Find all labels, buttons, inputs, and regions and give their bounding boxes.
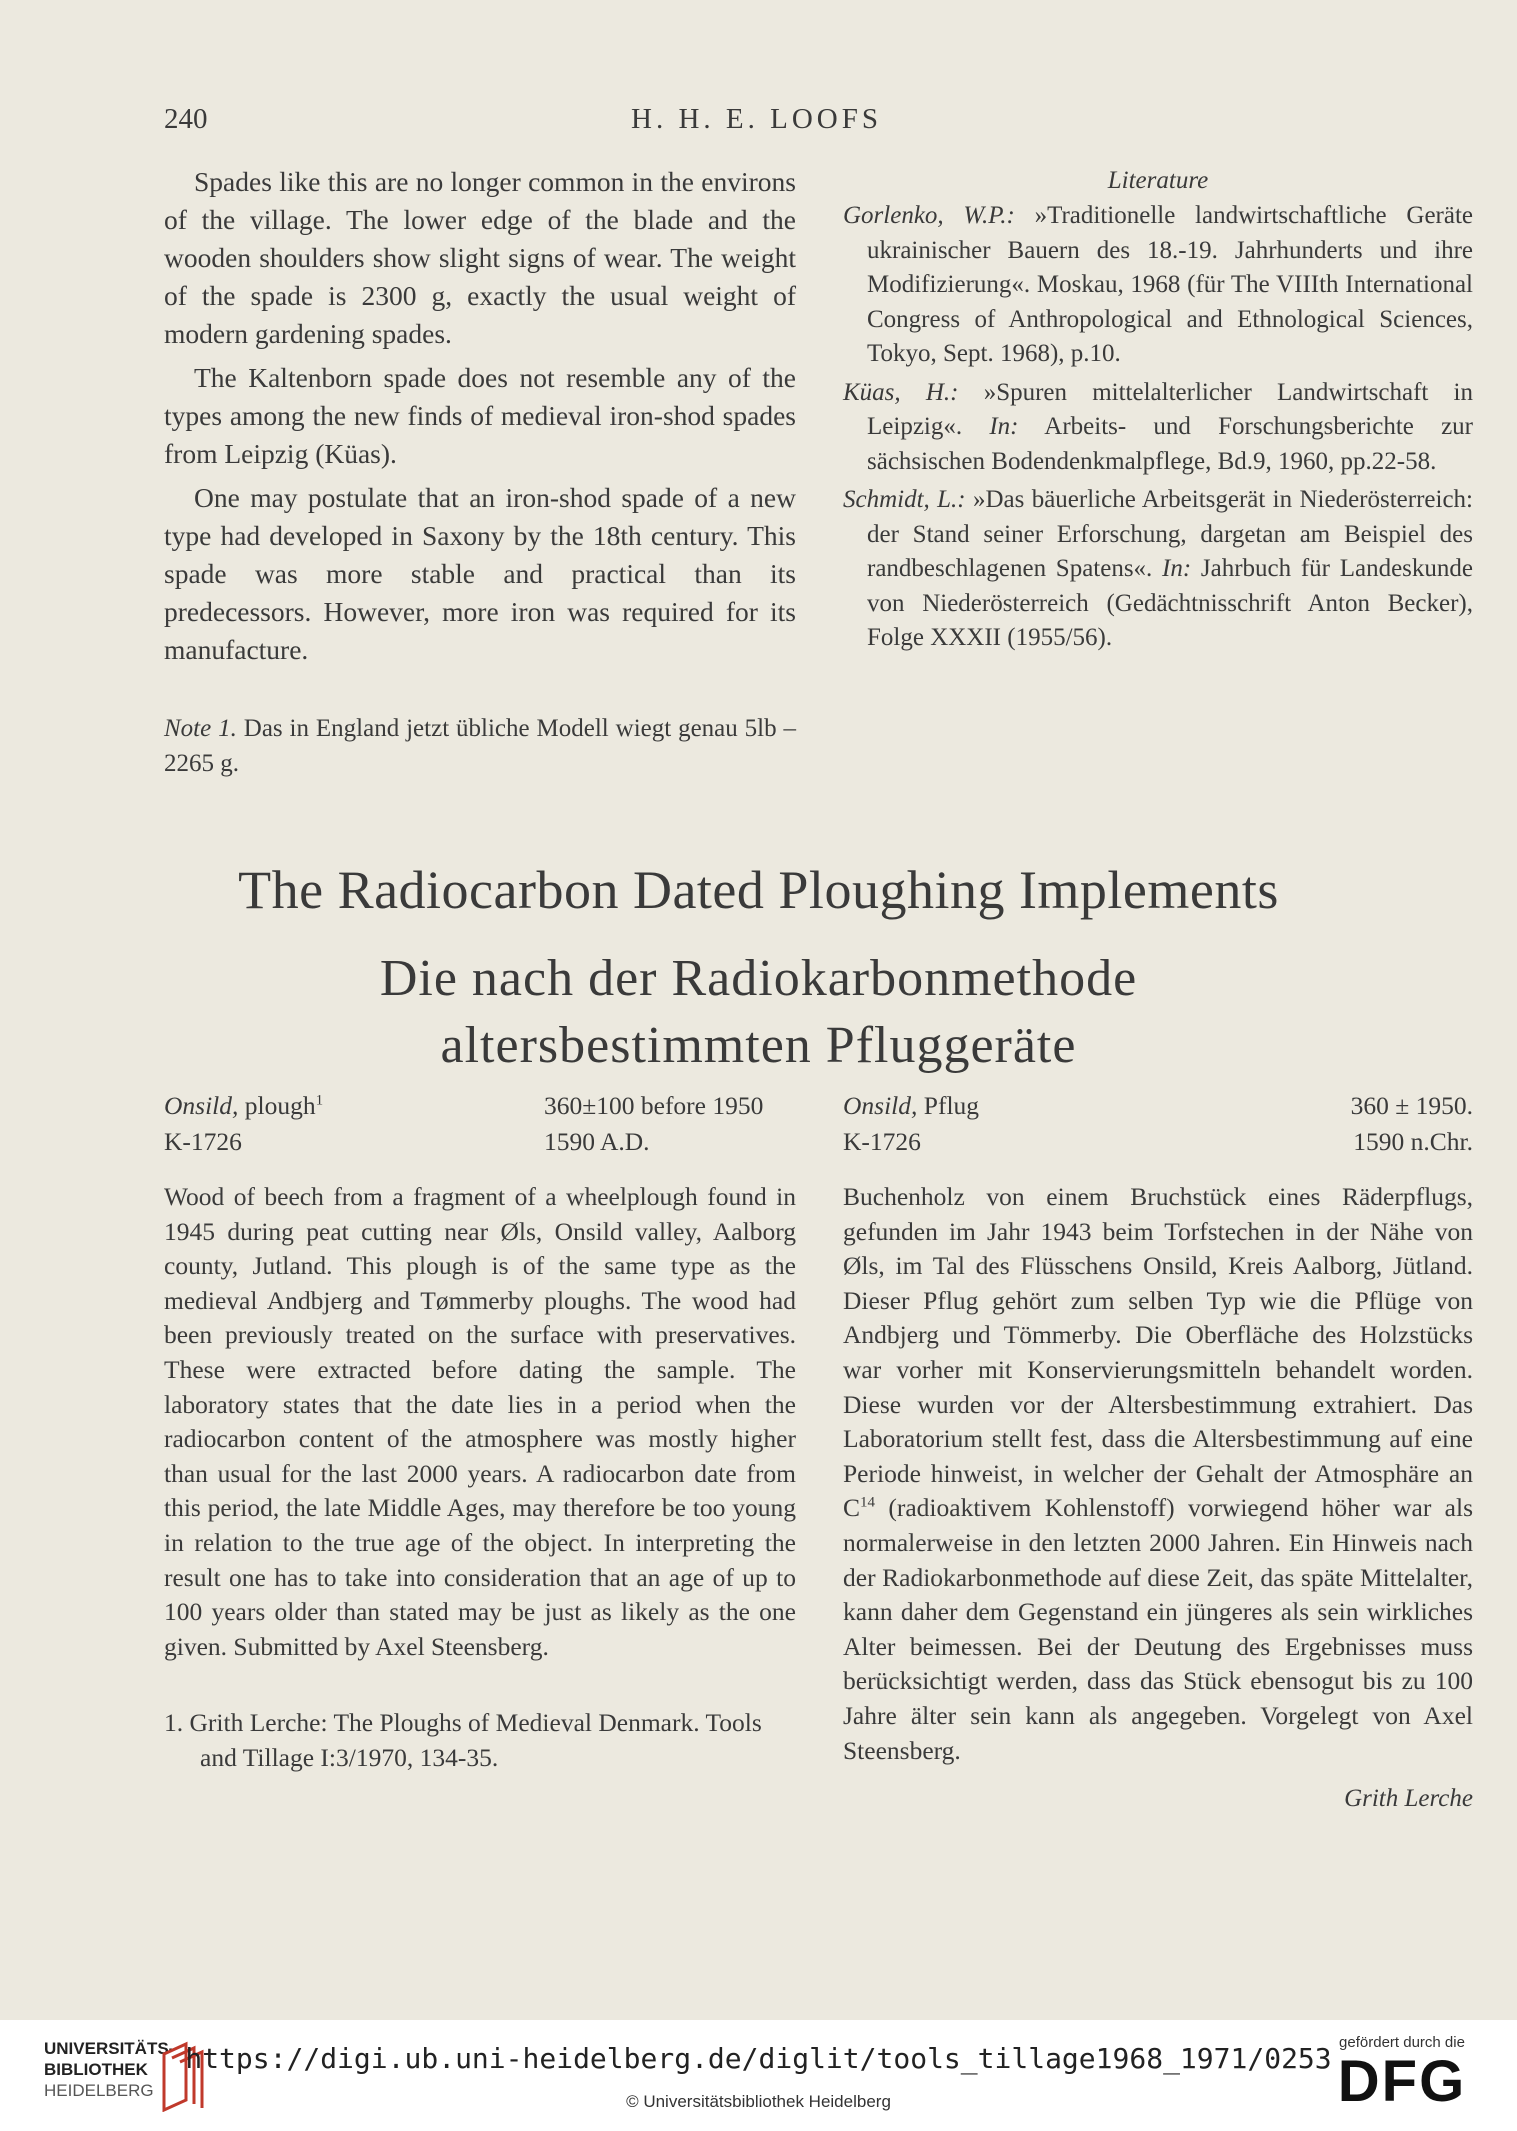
library-line: BIBLIOTHEK [44,2060,148,2079]
main-title: The Radiocarbon Dated Ploughing Implements [238,860,1279,920]
reference [843,376,1473,480]
sub-title [0,945,1517,1079]
signature: Grith Lerche [1344,1785,1473,1813]
entry-lab: K-1726 [843,1127,921,1156]
entry-heading-de [843,1088,1473,1164]
reference-author: Gorlenko, W.P.: [843,202,1015,229]
funder-logo[interactable] [1327,2034,1477,2113]
entry-date: 360 ± 1950. [1350,1091,1473,1120]
reference-author: Schmidt, L.: [843,486,966,513]
paragraph [843,1180,1473,1768]
left-column-top [164,163,796,781]
entry-calendar: 1590 n.Chr. [1353,1127,1473,1156]
entry-lab: K-1726 [164,1127,242,1156]
library-line: UNIVERSITÄTS- [44,2039,175,2058]
body-text: (radioaktivem Kohlenstoff) vorwiegend höher war als normalerweise in den letzten 2000 Jahren. Ein Hinweis nach der Radiokarbonmethode auf diese Zeit, das späte Mittelalter, kann daher dem Gegenstand ein jüngeres als sein wirkliches Alter beimessen. Bei der Deutung des Ergebnisses muss berücksichtigt werden, dass das Stück ebensogut bis zu 100 Jahre älter sein kann als angegeben. Vorgelegt von Axel Steensberg. [843,1493,1473,1765]
page-number: 240 [164,103,208,135]
copyright: © Universitätsbibliothek Heidelberg [626,2092,891,2111]
funded-by-label: gefördert durch die [1339,2034,1465,2051]
reference-text: »Traditionelle landwirtschaftliche Geräte ukrainischer Bauern des 18.-19. Jahrhunderts und ihre Modifizierung«. Moskau, 1968 (für The VIIIth International Congress of Anthropological and Ethnological Sciences, Tokyo, Sept. 1968), p.10. [867,202,1474,367]
superscript: 14 [860,1494,876,1511]
entry-heading-en [164,1088,796,1164]
sub-title-line: Die nach der Radiokarbonmethode [379,950,1138,1007]
reference-rest: Arbeits- und Forschungsberichte zur sächsischen Bodendenkmalpflege, Bd.9, 1960, pp.22-58. [867,413,1474,475]
reference-in: In: [1162,555,1192,582]
body-text: Buchenholz von einem Bruchstück eines Räderpflugs, gefunden im Jahr 1943 beim Torfstechen in der Nähe von Øls, im Tal des Flüsschens Onsild, Kreis Aalborg, Jütland. Dieser Pflug gehört zum selben Typ wie die Pflüge von Andbjerg und Tömmerby. Die Oberfläche des Holzstücks war vorher mit Konservierungsmitteln behandelt worden. Diese wurden vor der Altersbestimmung extrahiert. Das Laboratorium stellt fest, dass die Altersbestimmung auf eine Periode hinweist, in welcher der Gehalt der Atmosphäre an C [843,1182,1473,1523]
sub-title-line: altersbestimmten Pfluggeräte [440,1017,1077,1074]
paragraph: Wood of beech from a fragment of a wheelplough found in 1945 during peat cutting near Øls, Onsild valley, Aalborg county, Jutland. This plough is of the same type as the medieval Andbjerg and Tømmerby ploughs. The wood had been previously treated on the surface with preservatives. These were extracted before dating the sample. The laboratory states that the date lies in a period when the radiocarbon content of the atmosphere was mostly higher than usual for the last 2000 years. A radiocarbon date from this period, the late Middle Ages, may therefore be too young in relation to the true age of the object. In interpreting the result one has to take into consideration that an age of up to 100 years older than stated may be just as likely as the one given. Submitted by Axel Steensberg. [164,1182,796,1661]
library-line: HEIDELBERG [44,2081,154,2100]
entry-calendar: 1590 A.D. [544,1127,650,1156]
dfg-logo-text: DFG [1337,2049,1467,2114]
note-text: Das in England jetzt übliche Modell wiegt genau 5lb – 2265 g. [164,715,797,777]
entry-body-en [164,1180,796,1776]
running-head: H. H. E. LOOFS [631,103,882,135]
footer-bar [0,2020,1517,2131]
reference [843,483,1473,656]
reference-text: »Das bäuerliche Arbeitsgerät in Niederösterreich: der Stand seiner Erforschung, dargetan am Beispiel des randbeschlagenen Spatens«. [867,486,1473,582]
entry-date: 360±100 before 1950 [544,1091,764,1120]
literature-section [843,163,1473,656]
reference-author: Küas, H.: [843,378,959,406]
footnote: 1. Grith Lerche: The Ploughs of Medieval Denmark. Tools and Tillage I:3/1970, 134-35. [164,1708,762,1772]
page-header [164,103,1349,143]
reference [843,199,1473,372]
paragraph: Spades like this are no longer common in the environs of the village. The lower edge of the blade and the wooden shoulders show slight signs of wear. The weight of the spade is 2300 g, exactly the usual weight of modern gardening spades. [164,166,796,349]
footnote-mark: 1 [315,1092,324,1109]
entry-site: Onsild, [843,1091,918,1120]
literature-title: Literature [1107,167,1209,194]
reference-text: »Spuren mittelalterlicher Landwirtschaft in Leipzig«. [867,378,1474,440]
paragraph: The Kaltenborn spade does not resemble any of the types among the new finds of medieval iron-shod spades from Leipzig (Küas). [164,362,796,469]
reference-in: In: [989,413,1019,440]
permalink-url[interactable]: https://digi.ub.uni-heidelberg.de/diglit/tools_tillage1968_1971/0253 [185,2042,1332,2075]
entry-body-de [843,1180,1473,1817]
note [164,711,796,781]
entry-object: plough [244,1091,316,1120]
entry-object: Pflug [923,1091,980,1120]
entry-site: Onsild, [164,1091,239,1120]
paragraph: One may postulate that an iron-shod spade of a new type had developed in Saxony by the 18th century. This spade was more stable and practical than its predecessors. However, more iron was required for its manufacture. [164,482,796,665]
note-label: Note 1. [164,715,237,742]
reference-rest: Jahrbuch für Landeskunde von Niederösterreich (Gedächtnisschrift Anton Becker), Folge XXXII (1955/56). [867,555,1474,651]
